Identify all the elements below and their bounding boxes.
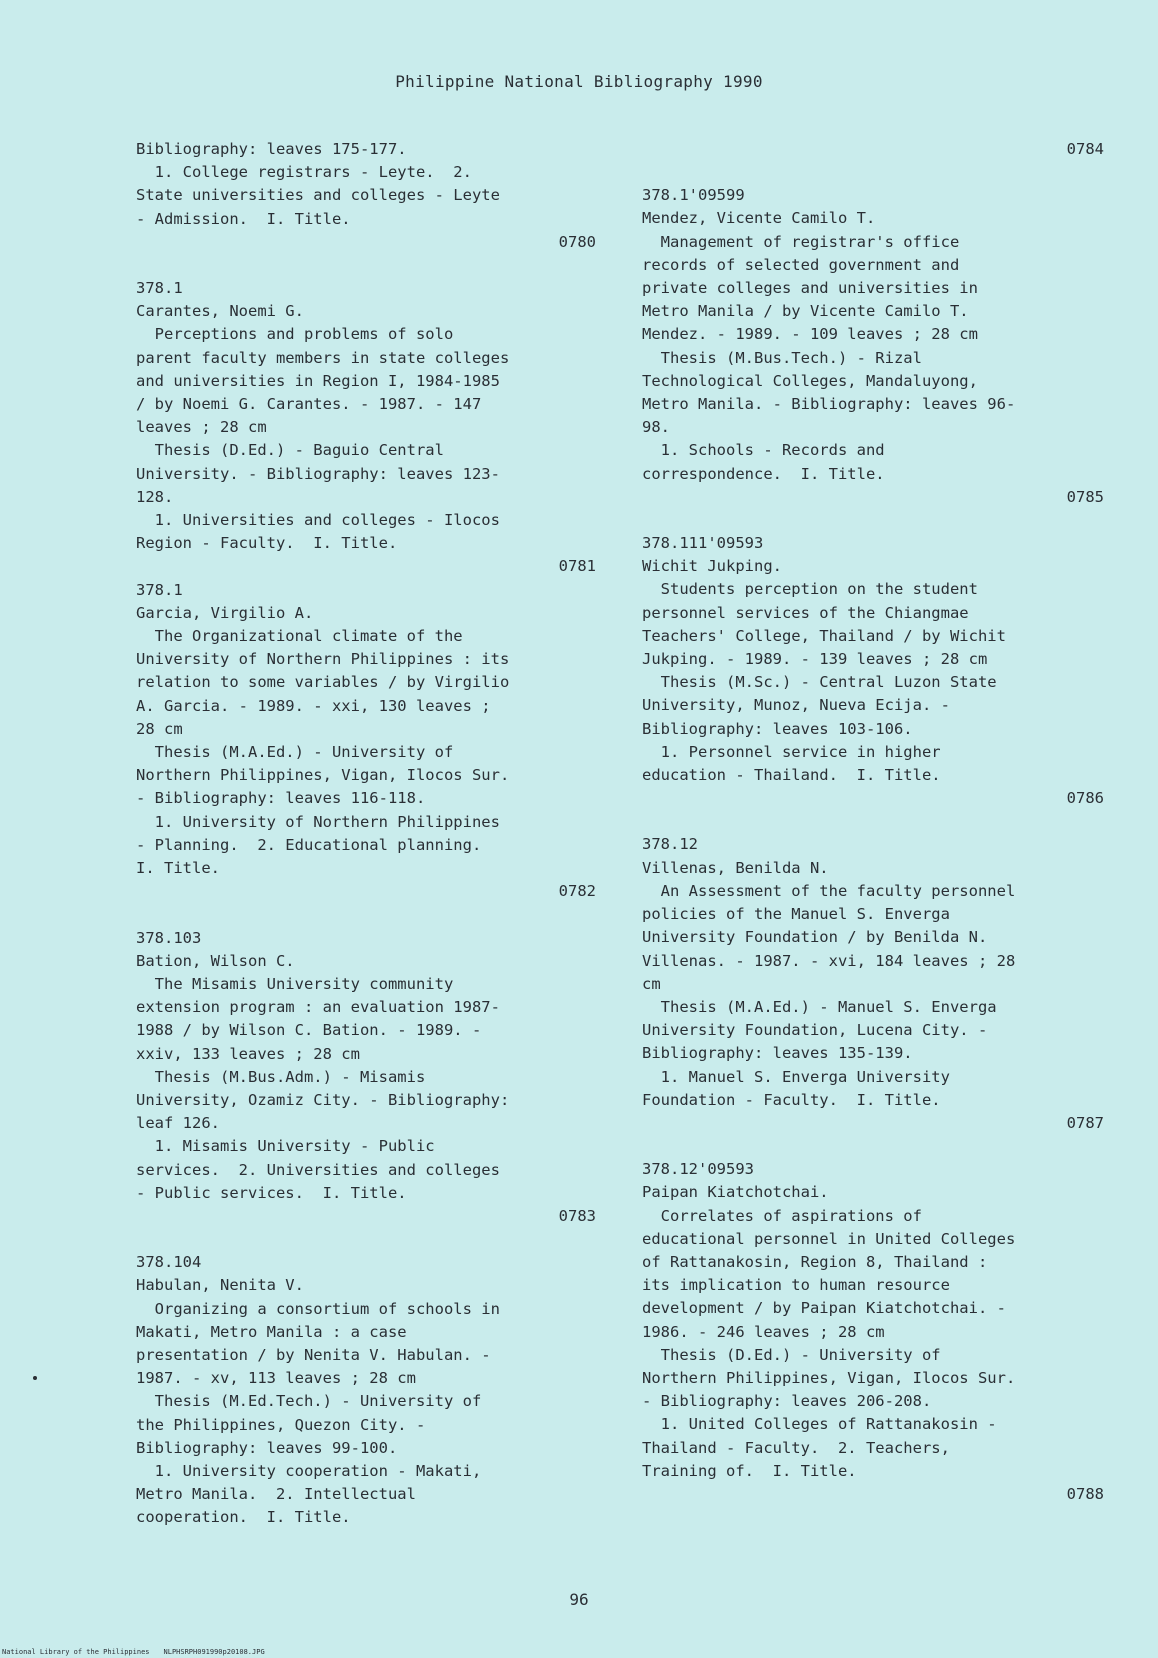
library-credit: National Library of the Philippines — [2, 1648, 150, 1656]
left-column — [136, 138, 596, 1530]
bibliographic-entry — [136, 277, 596, 579]
entry-description: Habulan, Nenita V. Organizing a consortium of schools in Makati, Metro Manila : a case presentation / by Nenita V. Habulan. - 1987. - xv, 113 leaves ; 28 cm Thesis (M.Ed.Tech.) - University of the Philippines, Quezon City. - Bibliography: leaves 99-100. 1. University cooperation - Makati, Metro Manila. 2. Intellectual cooperation. I. Title. — [136, 1276, 500, 1527]
call-number: 378.1 — [136, 279, 183, 298]
entry-description: Villenas, Benilda N. An Assessment of the faculty personnel policies of the Manuel S. Enverga University Foundation / by Benilda N. Villenas. - 1987. - xvi, 184 leaves ; 28 cm Thesis (M.A.Ed.) - Manuel S. Enverga University Foundation, Lucena City. - Bibliography: leaves 135-139. 1. Manuel S. Enverga University Foundation - Faculty. I. Title. — [642, 858, 1016, 1109]
page-number: 96 — [569, 1590, 589, 1609]
bibliographic-entry — [136, 927, 596, 1229]
call-number: 378.104 — [136, 1253, 202, 1272]
call-number: 378.12 — [642, 835, 698, 854]
file-id: NLPHSRPH091990p20108.JPG — [163, 1648, 265, 1656]
call-number: 378.1 — [136, 580, 183, 599]
call-number: 378.12'09593 — [642, 1160, 754, 1179]
bibliographic-entry — [136, 579, 596, 904]
entry-description: Carantes, Noemi G. Perceptions and problems of solo parent faculty members in state colleges and universities in Region I, 1984-1985 / by Noemi G. Carantes. - 1987. - 147 leaves ; 28 cm Thesis (D.Ed.) - Baguio Central University. - Bibliography: leaves 123- 128. 1. Universities and colleges - Ilocos Region - Faculty. I. Title. — [136, 302, 510, 553]
continued-entry-text: Bibliography: leaves 175-177. 1. College registrars - Leyte. 2. State universities and colleges - Leyte - Admission. I. Title. — [136, 140, 500, 228]
entry-number: 0784 — [1066, 140, 1104, 158]
bibliographic-entry — [642, 184, 1104, 509]
call-number: 378.1'09599 — [642, 186, 745, 205]
call-number: 378.111'09593 — [642, 534, 764, 553]
bibliographic-entry — [642, 532, 1104, 810]
entry-number: 0780 — [558, 232, 596, 251]
scan-footer — [2, 1648, 279, 1656]
entry-number: 0781 — [558, 557, 596, 576]
entry-number: 0782 — [558, 882, 596, 901]
bibliographic-entry — [642, 1158, 1104, 1506]
entry-description: Wichit Jukping. Students perception on the student personnel services of the Chiangmae Teachers' College, Thailand / by Wichit Jukping. - 1989. - 139 leaves ; 28 cm Thesis (M.Sc.) - Central Luzon State University, Munoz, Nueva Ecija. - Bibliography: leaves 103-106. 1. Personnel service in higher education - Thailand. I. Title. — [642, 557, 1006, 785]
entry-number: 0783 — [558, 1206, 596, 1225]
bibliographic-entry — [642, 833, 1104, 1135]
entry-description: Mendez, Vicente Camilo T. Management of registrar's office records of selected government and private colleges and universities in Metro Manila / by Vicente Camilo T. Mendez. - 1989. - 109 leaves ; 28 cm Thesis (M.Bus.Tech.) - Rizal Technological Colleges, Mandaluyong, Metro Manila. - Bibliography: leaves 96- 98. 1. Schools - Records and correspondence. I. Title. — [642, 209, 1016, 483]
speck-mark — [33, 1376, 37, 1380]
entry-description: Bation, Wilson C. The Misamis University community extension program : an evaluation 1987- 1988 / by Wilson C. Bation. - 1989. - xxiv, 133 leaves ; 28 cm Thesis (M.Bus.Adm.) - Misamis University, Ozamiz City. - Bibliography: leaf 126. 1. Misamis University - Public services. 2. Universities and colleges - Public services. I. Title. — [136, 951, 510, 1202]
call-number: 378.103 — [136, 928, 202, 947]
entry-number: 0785 — [1066, 487, 1104, 506]
page-header: Philippine National Bibliography 1990 — [395, 72, 763, 91]
entry-number: 0787 — [1066, 1113, 1104, 1132]
bibliographic-entry — [136, 1251, 596, 1529]
entry-description: Garcia, Virgilio A. The Organizational climate of the University of Northern Philippines : its relation to some variables / by Virgilio A. Garcia. - 1989. - xxi, 130 leaves ; 28 cm Thesis (M.A.Ed.) - University of Northern Philippines, Vigan, Ilocos Sur. - Bibliography: leaves 116-118. 1. University of Northern Philippines - Planning. 2. Educational planning. I. Title. — [136, 603, 510, 878]
entry-number: 0786 — [1066, 789, 1104, 808]
right-column — [642, 138, 1104, 1506]
entry-description: Paipan Kiatchotchai. Correlates of aspirations of educational personnel in United Colleges of Rattanakosin, Region 8, Thailand : its implication to human resource development / by Paipan Kiatchotchai. - 1986. - 246 leaves ; 28 cm Thesis (D.Ed.) - University of Northern Philippines, Vigan, Ilocos Sur. - Bibliography: leaves 206-208. 1. United Colleges of Rattanakosin - Thailand - Faculty. 2. Teachers, Training of. I. Title. — [642, 1183, 1016, 1480]
entry-number: 0788 — [1066, 1484, 1104, 1503]
